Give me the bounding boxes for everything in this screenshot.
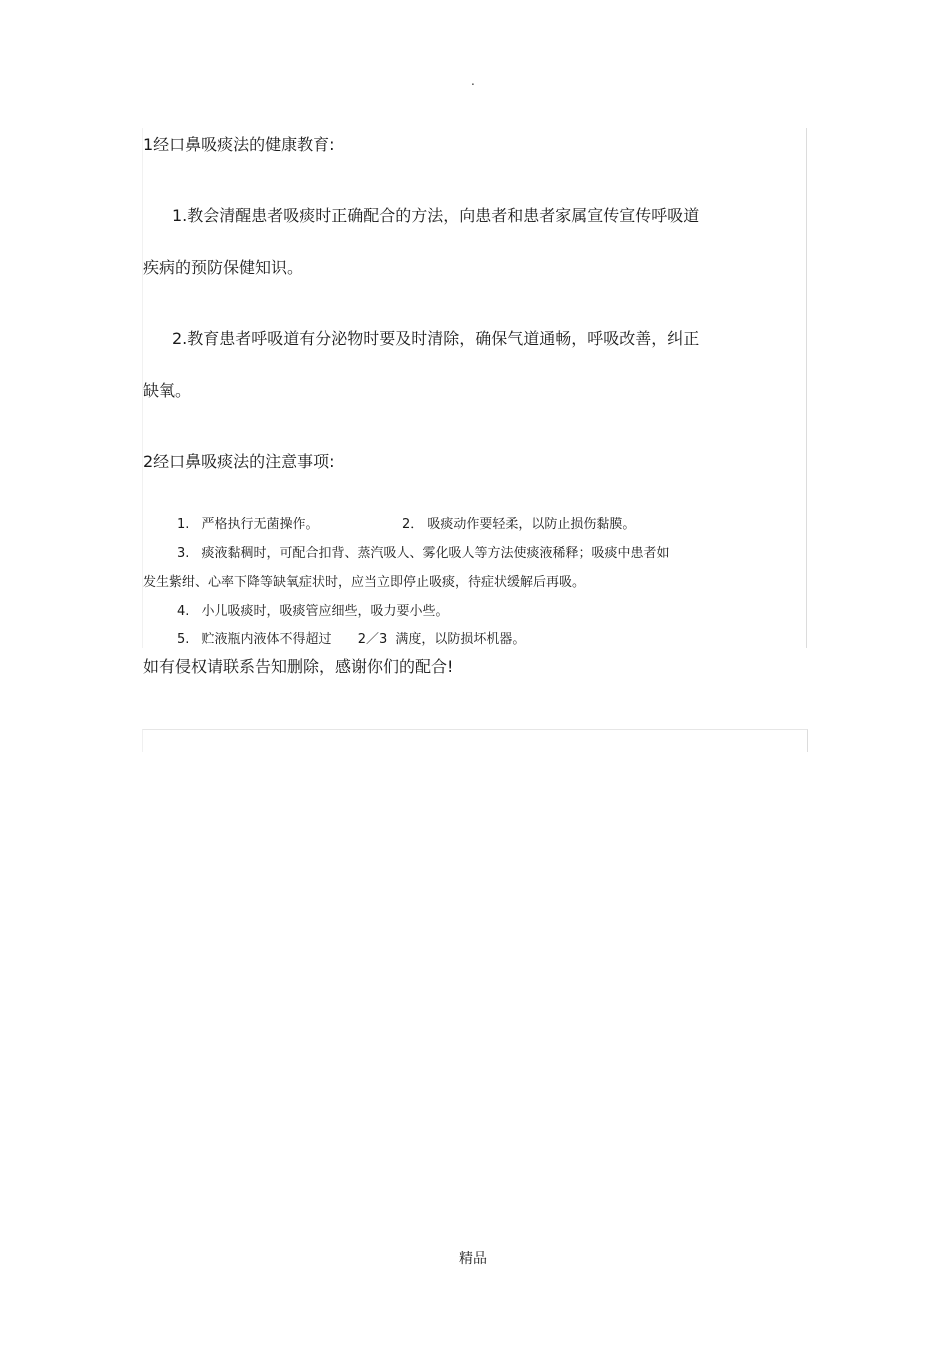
item-tail: 满度，以防损坏机器。 [395, 632, 526, 647]
section1-para2-line2: 缺氧。 [143, 381, 192, 400]
section1-para1-line1: 1.教会清醒患者吸痰时正确配合的方法，向患者和患者家属宣传宣传呼吸道 [172, 206, 700, 225]
item-continuation: 发生紫绀、心率下降等缺氧症状时，应当立即停止吸痰，待症状缓解后再吸。 [143, 575, 586, 590]
item-number: 4. [177, 604, 190, 619]
item-fraction: 2／3 [357, 632, 388, 647]
item-number: 3. [177, 546, 190, 561]
item-text: 小儿吸痰时，吸痰管应细些，吸力要小些。 [201, 604, 449, 619]
item-text: 吸痰动作要轻柔，以防止损伤黏膜。 [427, 517, 636, 532]
item-text: 贮液瓶内液体不得超过 [201, 632, 332, 647]
frame-right-border [806, 128, 807, 648]
page-footer: 精品 [459, 1251, 487, 1267]
copyright-notice: 如有侵权请联系告知删除，感谢你们的配合! [143, 657, 454, 676]
section2-heading: 2经口鼻吸痰法的注意事项: [143, 452, 335, 471]
header-dot: . [471, 74, 475, 88]
item-number: 5. [177, 632, 190, 647]
item-text: 严格执行无菌操作。 [201, 517, 319, 532]
section1-para1-line2: 疾病的预防保健知识。 [143, 258, 304, 277]
section1-para2-line1: 2.教育患者呼吸道有分泌物时要及时清除，确保气道通畅，呼吸改善，纠正 [172, 329, 700, 348]
list-item [177, 628, 525, 647]
list-item [402, 513, 635, 532]
list-item [177, 600, 449, 619]
section1-heading: 1经口鼻吸痰法的健康教育: [143, 135, 335, 154]
item-text: 痰液黏稠时，可配合扣背、蒸汽吸人、雾化吸人等方法使痰液稀释；吸痰中患者如 [201, 546, 670, 561]
list-item [177, 513, 319, 532]
item-number: 1. [177, 517, 190, 532]
item-number: 2． [402, 517, 424, 532]
empty-frame [142, 729, 808, 752]
list-item [177, 542, 670, 561]
